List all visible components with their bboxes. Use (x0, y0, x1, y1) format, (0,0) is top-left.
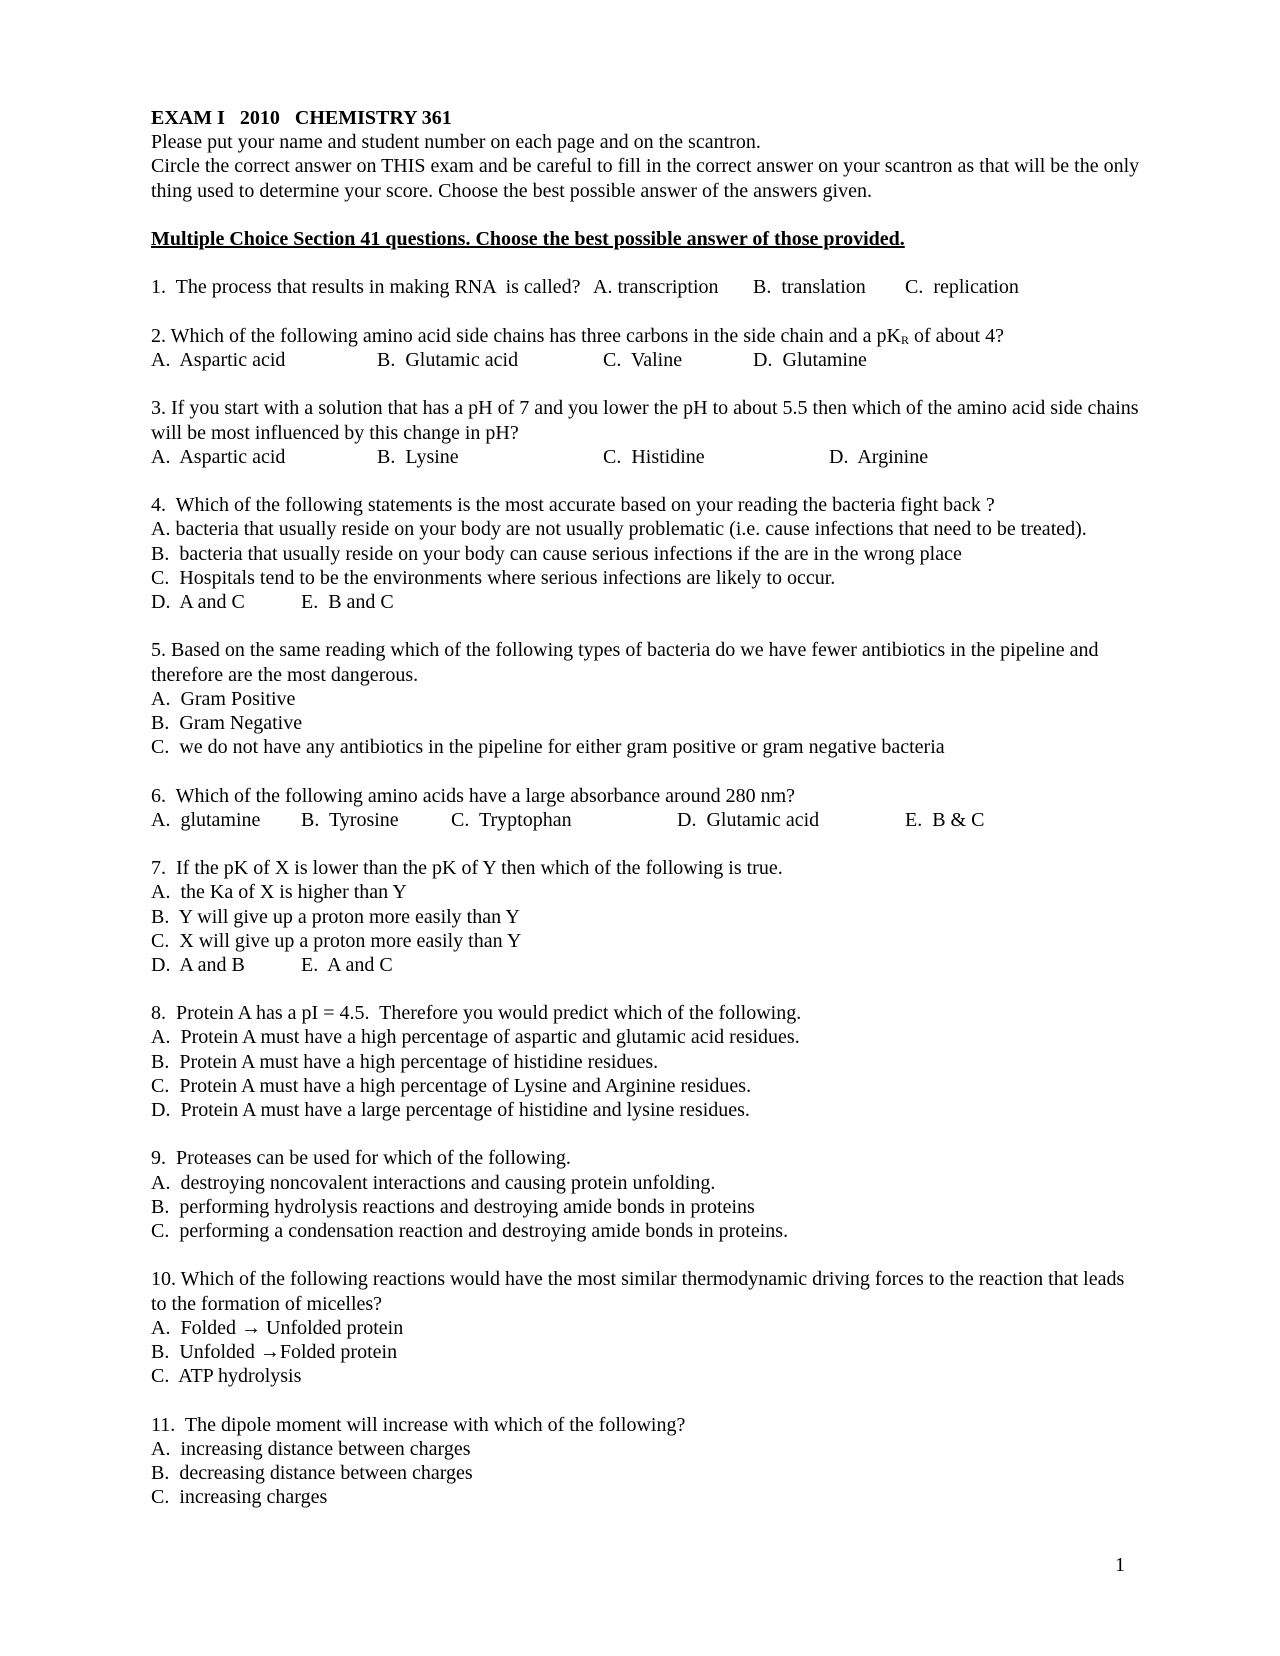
question-4-text: 4. Which of the following statements is the most accurate based on your reading the bacteria fight back ? (151, 494, 995, 517)
question-4-option-d: D. A and C (151, 590, 245, 613)
question-1-row (151, 275, 1141, 299)
question-10-text: 10. Which of the following reactions would have the most similar thermodynamic driving forces to the reaction that leads to the formation of micelles? (151, 1268, 1125, 1315)
exam-content (151, 106, 1141, 1510)
question-2 (151, 324, 1141, 372)
question-6-option-a: A. glutamine (151, 808, 261, 831)
question-10-option-b: B. Unfolded →Folded protein (151, 1341, 398, 1364)
question-4-combo-options (151, 590, 1141, 614)
page-number: 1 (1115, 1554, 1125, 1576)
question-10 (151, 1267, 1141, 1388)
question-7-option-e: E. A and C (301, 953, 393, 976)
question-2-option-a: A. Aspartic acid (151, 348, 286, 371)
question-10-option-a: A. Folded → Unfolded protein (151, 1316, 404, 1339)
question-8 (151, 1001, 1141, 1122)
question-11-text: 11. The dipole moment will increase with which of the following? (151, 1413, 686, 1436)
question-7-option-d: D. A and B (151, 953, 245, 976)
instruction-name: Please put your name and student number on each page and on the scantron. (151, 131, 761, 154)
question-2-option-c: C. Valine (603, 348, 683, 371)
question-2-text: 2. Which of the following amino acid side chains has three carbons in the side chain and a $pK_R$ of about 4? (151, 324, 1004, 347)
question-9 (151, 1146, 1141, 1243)
question-1-option-c: C. replication (905, 276, 1019, 299)
question-8-option-c: C. Protein A must have a high percentage of Lysine and Arginine residues. (151, 1074, 752, 1097)
question-3-option-c: C. Histidine (603, 445, 705, 468)
question-5-option-a: A. Gram Positive (151, 687, 296, 710)
question-7-option-c: C. X will give up a proton more easily than Y (151, 929, 522, 952)
question-8-text: 8. Protein A has a pI = 4.5. Therefore you would predict which of the following. (151, 1002, 802, 1025)
question-1-text: 1. The process that results in making RNA is called? (151, 276, 581, 299)
question-3-options (151, 445, 1141, 469)
question-7-option-a: A. the Ka of X is higher than Y (151, 881, 407, 904)
question-10-option-c: C. ATP hydrolysis (151, 1365, 302, 1388)
question-9-option-c: C. performing a condensation reaction and destroying amide bonds in proteins. (151, 1220, 789, 1243)
question-6-option-e: E. B & C (905, 808, 985, 831)
question-3-option-d: D. Arginine (829, 445, 929, 468)
question-7-option-b: B. Y will give up a proton more easily than Y (151, 905, 520, 928)
question-5-option-b: B. Gram Negative (151, 711, 303, 734)
question-8-option-a: A. Protein A must have a high percentage of aspartic and glutamic acid residues. (151, 1026, 800, 1049)
question-3-option-a: A. Aspartic acid (151, 445, 286, 468)
question-2-options (151, 348, 1141, 372)
question-5 (151, 638, 1141, 759)
question-2-option-b: B. Glutamic acid (377, 348, 519, 371)
question-9-option-a: A. destroying noncovalent interactions and causing protein unfolding. (151, 1171, 716, 1194)
question-6 (151, 784, 1141, 832)
question-4-option-e: E. B and C (301, 590, 394, 613)
question-7-combo-options (151, 953, 1141, 977)
question-7 (151, 856, 1141, 977)
question-8-option-d: D. Protein A must have a large percentage of histidine and lysine residues. (151, 1099, 750, 1122)
question-11-option-c: C. increasing charges (151, 1486, 328, 1509)
question-4 (151, 493, 1141, 614)
section-heading: Multiple Choice Section 41 questions. Choose the best possible answer of those provided. (151, 228, 905, 250)
question-3 (151, 396, 1141, 469)
subscript-r: R (900, 332, 909, 347)
question-1-option-a: A. transcription (593, 276, 719, 299)
question-11 (151, 1413, 1141, 1510)
instruction-scantron: Circle the correct answer on THIS exam and be careful to fill in the correct answer on your scantron as that will be the only thing used to determine your score. Choose the best possible answer of the answers given. (151, 155, 1140, 202)
question-7-text: 7. If the pK of X is lower than the pK of Y then which of the following is true. (151, 857, 783, 880)
exam-title: EXAM I 2010 CHEMISTRY 361 (151, 107, 452, 129)
question-4-option-c: C. Hospitals tend to be the environments where serious infections are likely to occur. (151, 566, 836, 589)
question-2-option-d: D. Glutamine (753, 348, 867, 371)
question-6-option-b: B. Tyrosine (301, 808, 399, 831)
question-4-option-b: B. bacteria that usually reside on your body can cause serious infections if the are in the wrong place (151, 542, 962, 565)
question-5-option-c: C. we do not have any antibiotics in the pipeline for either gram positive or gram negative bacteria (151, 736, 945, 759)
question-1 (151, 275, 1141, 299)
question-9-option-b: B. performing hydrolysis reactions and destroying amide bonds in proteins (151, 1195, 755, 1218)
question-6-option-c: C. Tryptophan (451, 808, 572, 831)
question-9-text: 9. Proteases can be used for which of the following. (151, 1147, 571, 1170)
question-3-text: 3. If you start with a solution that has a pH of 7 and you lower the pH to about 5.5 then which of the amino acid side chains will be most influenced by this change in pH? (151, 397, 1139, 444)
question-6-options (151, 808, 1141, 832)
question-3-option-b: B. Lysine (377, 445, 459, 468)
question-6-text: 6. Which of the following amino acids have a large absorbance around 280 nm? (151, 784, 796, 807)
question-11-option-a: A. increasing distance between charges (151, 1437, 471, 1460)
question-1-option-b: B. translation (753, 276, 866, 299)
question-8-option-b: B. Protein A must have a high percentage of histidine residues. (151, 1050, 659, 1073)
question-4-option-a: A. bacteria that usually reside on your body are not usually problematic (i.e. cause infections that need to be treated). (151, 518, 1087, 541)
question-5-text: 5. Based on the same reading which of the following types of bacteria do we have fewer antibiotics in the pipeline and therefore are the most dangerous. (151, 639, 1099, 686)
question-11-option-b: B. decreasing distance between charges (151, 1462, 473, 1485)
question-6-option-d: D. Glutamic acid (677, 808, 820, 831)
